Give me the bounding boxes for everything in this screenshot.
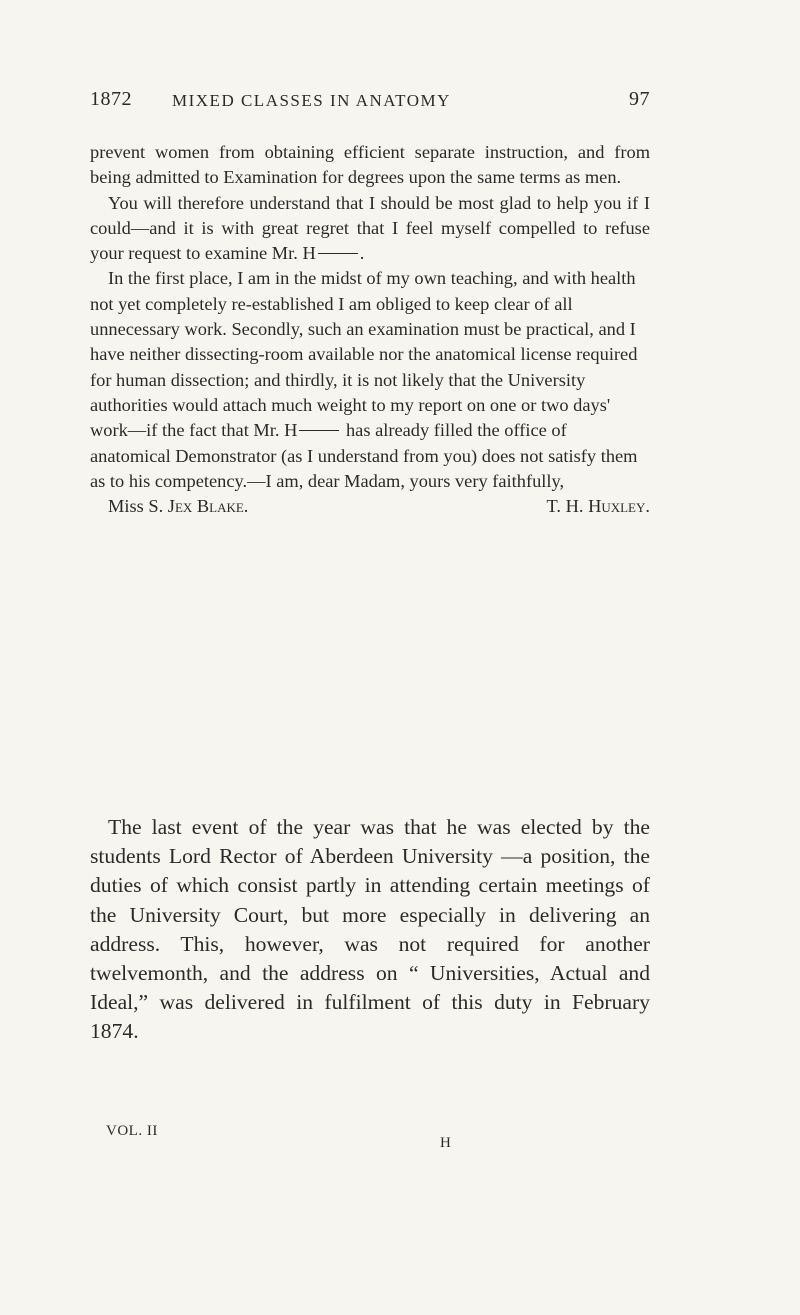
name-elision-dash — [299, 430, 339, 431]
running-head-title: MIXED CLASSES IN ANATOMY — [172, 91, 451, 110]
signature-mark: H — [440, 1135, 452, 1151]
letter-paragraph-2 — [90, 191, 650, 267]
running-head — [90, 88, 650, 118]
letter-paragraph-3-text: In the first place, I am in the midst of my own teaching, and with health not yet completely re-established I am obliged to keep clear of all unnecessary work. Secondly, such an examination must be practical, and I have neither dissecting-room available nor the anatomical license required for human dissection; and thirdly, it is not likely that the University authorities would attach much weight to my report on one or two days' work—if the fact that Mr. H — [90, 268, 638, 441]
page-number: 97 — [629, 88, 650, 110]
volume-label: VOL. II — [106, 1123, 158, 1139]
signature-initials: T. H. — [546, 496, 589, 517]
narrative-text — [90, 813, 650, 1047]
addressee-name: Jex Blake. — [167, 496, 249, 517]
signature-name: Huxley. — [588, 496, 650, 517]
narrative-paragraph-1: The last event of the year was that he was elected by the students Lord Rector of Aberdeen University —a position, the duties of which consist partly in attending certain meetings of the University Court, but more especially in delivering an address. This, however, was not required for another twelvemonth, and the address on “ Universities, Actual and Ideal,” was delivered in fulfilment of this duty in February 1874. — [90, 815, 650, 1044]
letter-paragraph-3-end: has already filled the office of anatomical Demonstrator (as I understand from you) does not satisfy them as to his competency.—I am, dear Madam, yours very faithfully, — [90, 420, 638, 491]
letter-signature — [529, 494, 650, 519]
addressee-prefix: Miss S. — [108, 496, 168, 517]
page-footer — [106, 1123, 626, 1163]
running-head-year: 1872 — [90, 88, 132, 110]
letter-paragraph-1: prevent women from obtaining efficient separate instruction, and from being admitted to Examination for degrees upon the same terms as men. — [90, 142, 650, 188]
huxley-letter — [90, 140, 650, 519]
letter-paragraph-2-text: You will therefore understand that I should be most glad to help you if I could—and it is with great regret that I feel myself compelled to refuse your request to examine Mr. H — [90, 192, 650, 264]
name-elision-dash — [318, 253, 358, 254]
letter-paragraph-2-end: . — [359, 243, 365, 264]
